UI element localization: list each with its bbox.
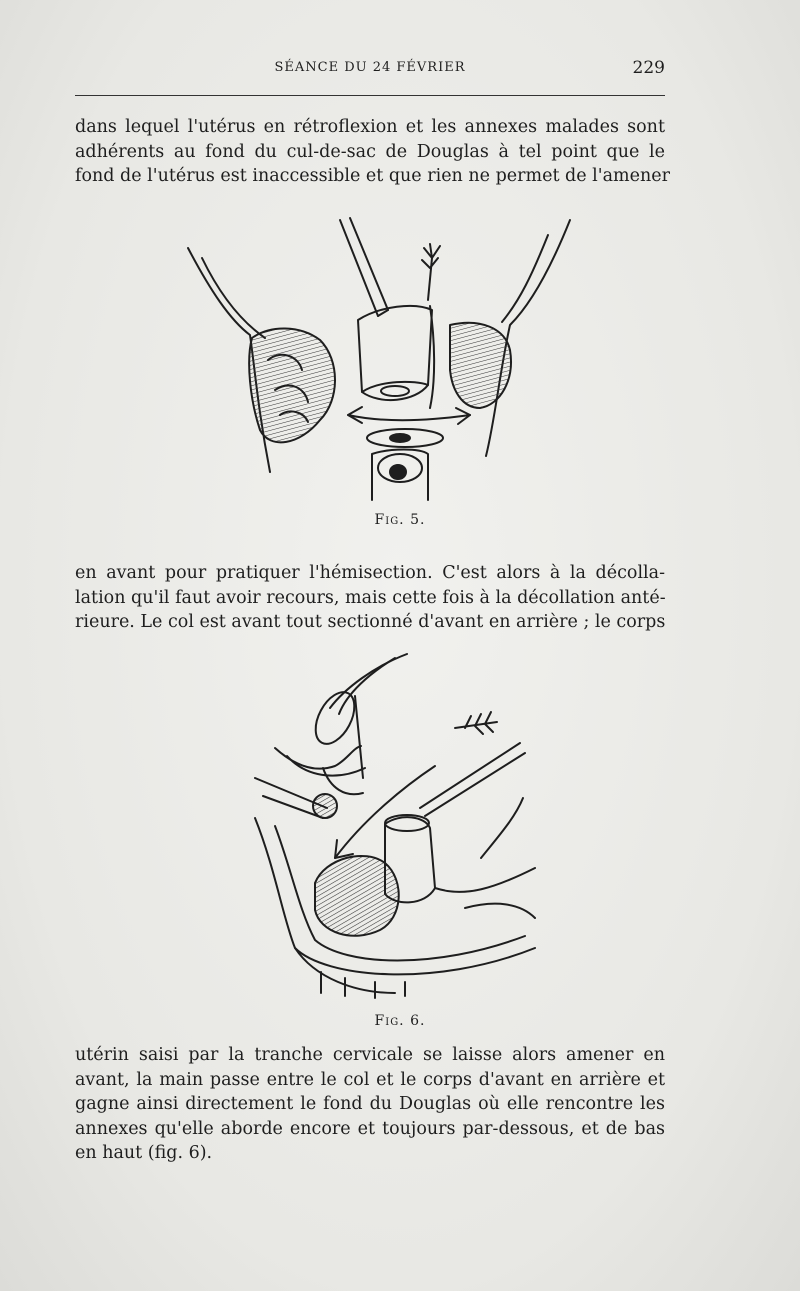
text-line: en avant pour pratiquer l'hémisection. C'est alors à la décolla- (75, 563, 665, 583)
text-line: lation qu'il faut avoir recours, mais cette fois à la décollation anté- (75, 587, 666, 608)
figure-5-illustration (180, 210, 580, 510)
text-line: gagne ainsi directement le fond du Douglas où elle rencontre les (75, 1094, 665, 1114)
page-header (75, 58, 665, 84)
text-line: utérin saisi par la tranche cervicale se laisse alors amener en (75, 1045, 665, 1065)
running-head: SÉANCE DU 24 FÉVRIER (274, 60, 466, 75)
figure-6-illustration (235, 648, 555, 1003)
text-line: annexes qu'elle aborde encore et toujours par-dessous, et de bas (75, 1118, 665, 1139)
paragraph-1 (75, 115, 670, 189)
figure-6-caption: Fig. 6. (374, 1013, 426, 1029)
header-rule (75, 95, 665, 96)
paragraph-2 (75, 561, 665, 635)
text-line: avant, la main passe entre le col et le corps d'avant en arrière et (75, 1069, 665, 1090)
paragraph-3 (75, 1043, 665, 1166)
text-line: rieure. Le col est avant tout sectionné d'avant en arrière ; le corps (75, 612, 666, 632)
text-line: adhérents au fond du cul-de-sac de Douglas à tel point que le (75, 141, 665, 162)
text-line: dans lequel l'utérus en rétroflexion et les annexes malades sont (75, 117, 665, 137)
text-line: fond de l'utérus est inaccessible et que rien ne permet de l'amener (75, 166, 670, 186)
page-number: 229 (632, 58, 665, 78)
text-line: en haut (fig. 6). (75, 1143, 213, 1163)
figure-5-caption: Fig. 5. (374, 512, 426, 528)
